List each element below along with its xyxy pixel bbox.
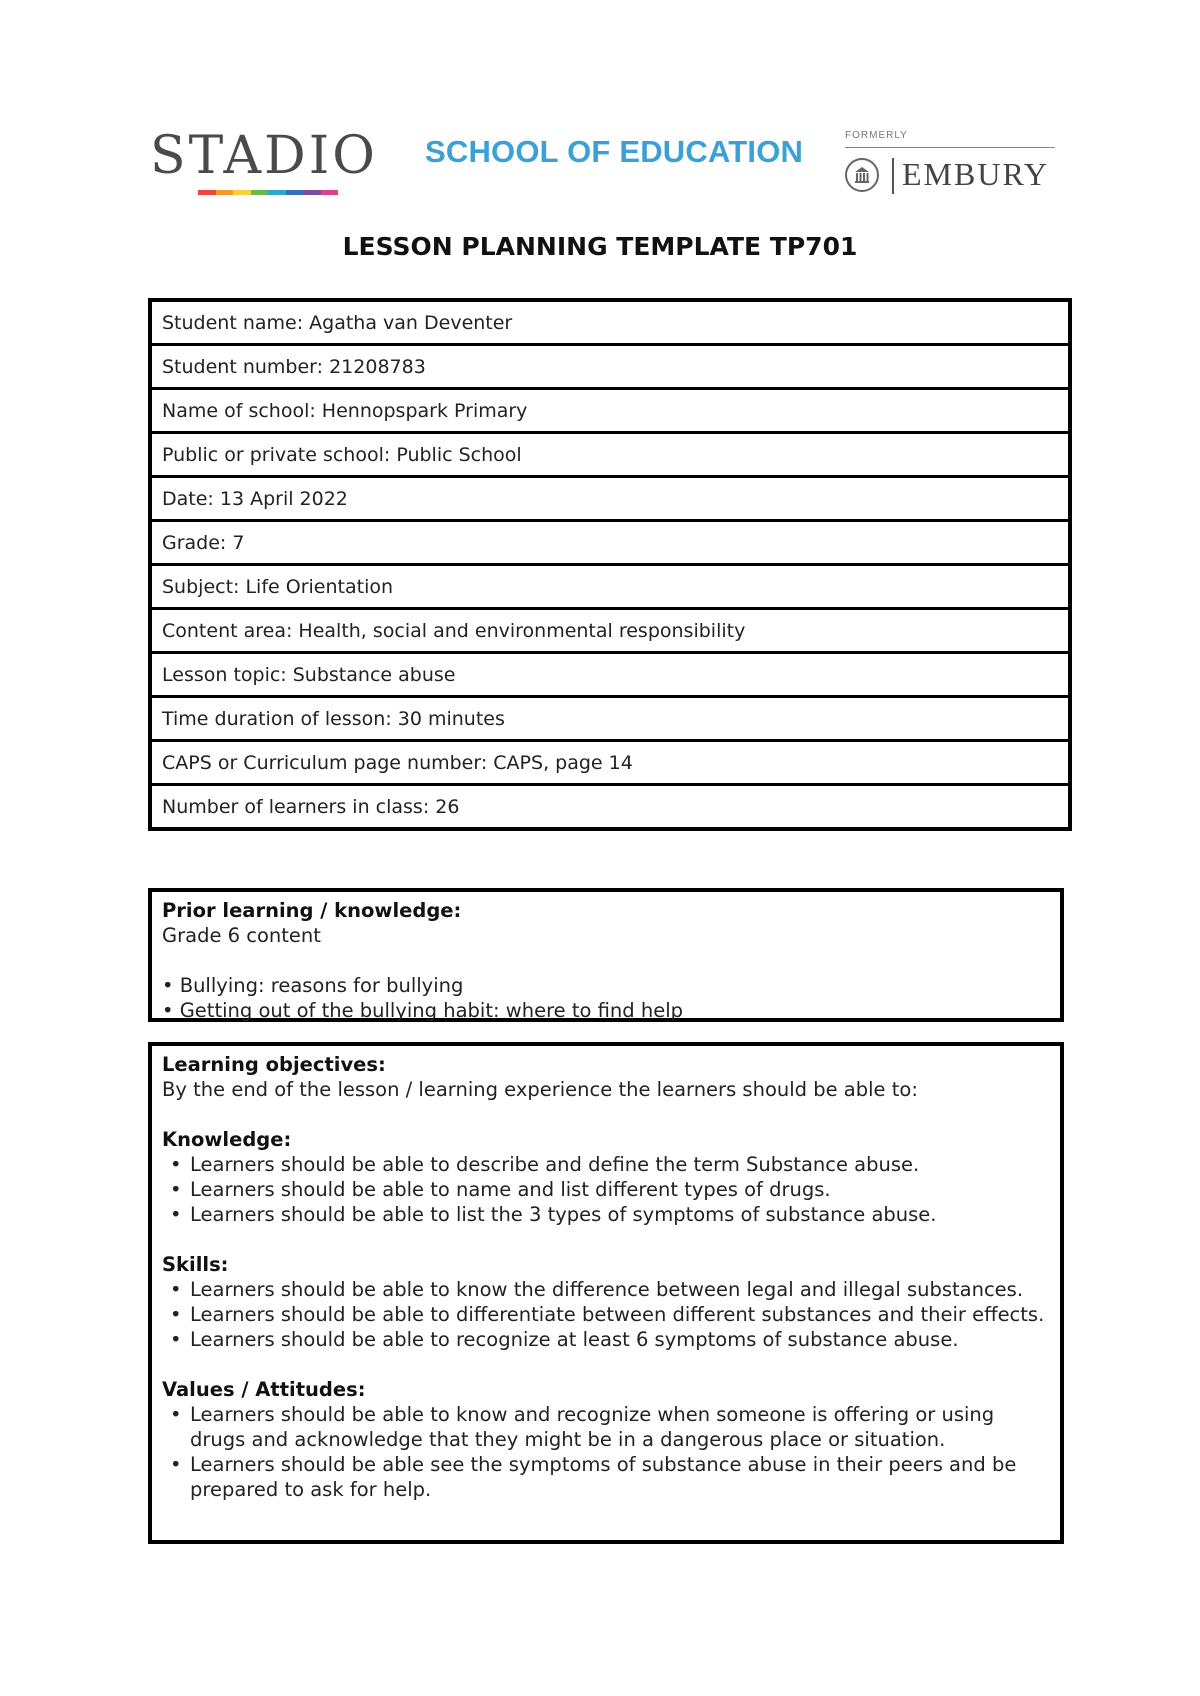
student-number-cell: Student number: 21208783 (150, 345, 1070, 389)
lesson-topic-cell: Lesson topic: Substance abuse (150, 653, 1070, 697)
prior-learning-intro: Grade 6 content (162, 924, 321, 947)
grade-cell: Grade: 7 (150, 521, 1070, 565)
table-row (150, 741, 1070, 785)
list-item: • Bullying: reasons for bullying (162, 974, 464, 997)
school-of-education-logo: SCHOOL OF EDUCATION (425, 134, 804, 169)
prior-learning-box (148, 888, 1064, 1022)
student-name-cell: Student name: Agatha van Deventer (150, 300, 1070, 345)
embury-logo: EMBURY (902, 156, 1050, 192)
table-row (150, 609, 1070, 653)
list-item: • Learners should be able see the symptoms of substance abuse in their peers and be prepared to ask for help. (190, 1452, 1050, 1502)
color-bar-segment (321, 190, 339, 195)
list-item: • Learners should be able to differentiate between different substances and their effects. (190, 1302, 1050, 1327)
list-item: • Learners should be able to know the difference between legal and illegal substances. (190, 1277, 1050, 1302)
table-row (150, 345, 1070, 389)
list-item: • Learners should be able to describe and define the term Substance abuse. (190, 1152, 1050, 1177)
prior-learning-label: Prior learning / knowledge: (162, 899, 462, 922)
content-area-cell: Content area: Health, social and environmental responsibility (150, 609, 1070, 653)
table-row (150, 433, 1070, 477)
list-item: • Learners should be able to know and recognize when someone is offering or using drugs and acknowledge that they might be in a dangerous place or situation. (190, 1402, 1050, 1452)
formerly-label: FORMERLY (845, 130, 908, 141)
color-bar-segment (251, 190, 269, 195)
stadio-color-bar (198, 190, 338, 195)
color-bar-segment (303, 190, 321, 195)
list-item: • Learners should be able to name and list different types of drugs. (190, 1177, 1050, 1202)
table-row (150, 389, 1070, 433)
skills-list (162, 1277, 1050, 1352)
color-bar-segment (198, 190, 216, 195)
school-type-cell: Public or private school: Public School (150, 433, 1070, 477)
stadio-logo: STADIO (150, 126, 378, 186)
table-row (150, 697, 1070, 741)
learning-objectives-intro: By the end of the lesson / learning experience the learners should be able to: (162, 1078, 918, 1101)
duration-cell: Time duration of lesson: 30 minutes (150, 697, 1070, 741)
color-bar-segment (216, 190, 234, 195)
list-item: • Learners should be able to list the 3 types of symptoms of substance abuse. (190, 1202, 1050, 1227)
skills-label: Skills: (162, 1253, 229, 1276)
table-row (150, 653, 1070, 697)
student-info-table (148, 298, 1072, 831)
learner-count-cell: Number of learners in class: 26 (150, 785, 1070, 830)
embury-separator (892, 158, 894, 194)
list-item: • Learners should be able to recognize at least 6 symptoms of substance abuse. (190, 1327, 1050, 1352)
color-bar-segment (286, 190, 304, 195)
color-bar-segment (268, 190, 286, 195)
curriculum-page-cell: CAPS or Curriculum page number: CAPS, page 14 (150, 741, 1070, 785)
formerly-divider (845, 147, 1055, 148)
knowledge-list (162, 1152, 1050, 1227)
table-row (150, 300, 1070, 345)
knowledge-label: Knowledge: (162, 1128, 292, 1151)
document-header (150, 120, 1050, 210)
building-icon (847, 160, 877, 190)
embury-seal-icon (845, 158, 879, 192)
table-row (150, 521, 1070, 565)
document-title: LESSON PLANNING TEMPLATE TP701 (342, 232, 858, 261)
table-row (150, 785, 1070, 830)
learning-objectives-box (148, 1042, 1064, 1544)
table-row (150, 477, 1070, 521)
color-bar-segment (233, 190, 251, 195)
subject-cell: Subject: Life Orientation (150, 565, 1070, 609)
school-name-cell: Name of school: Hennopspark Primary (150, 389, 1070, 433)
learning-objectives-label: Learning objectives: (162, 1053, 386, 1076)
date-cell: Date: 13 April 2022 (150, 477, 1070, 521)
values-label: Values / Attitudes: (162, 1378, 366, 1401)
table-row (150, 565, 1070, 609)
values-list (162, 1402, 1050, 1502)
list-item: • Getting out of the bullying habit: where to find help (162, 999, 683, 1022)
